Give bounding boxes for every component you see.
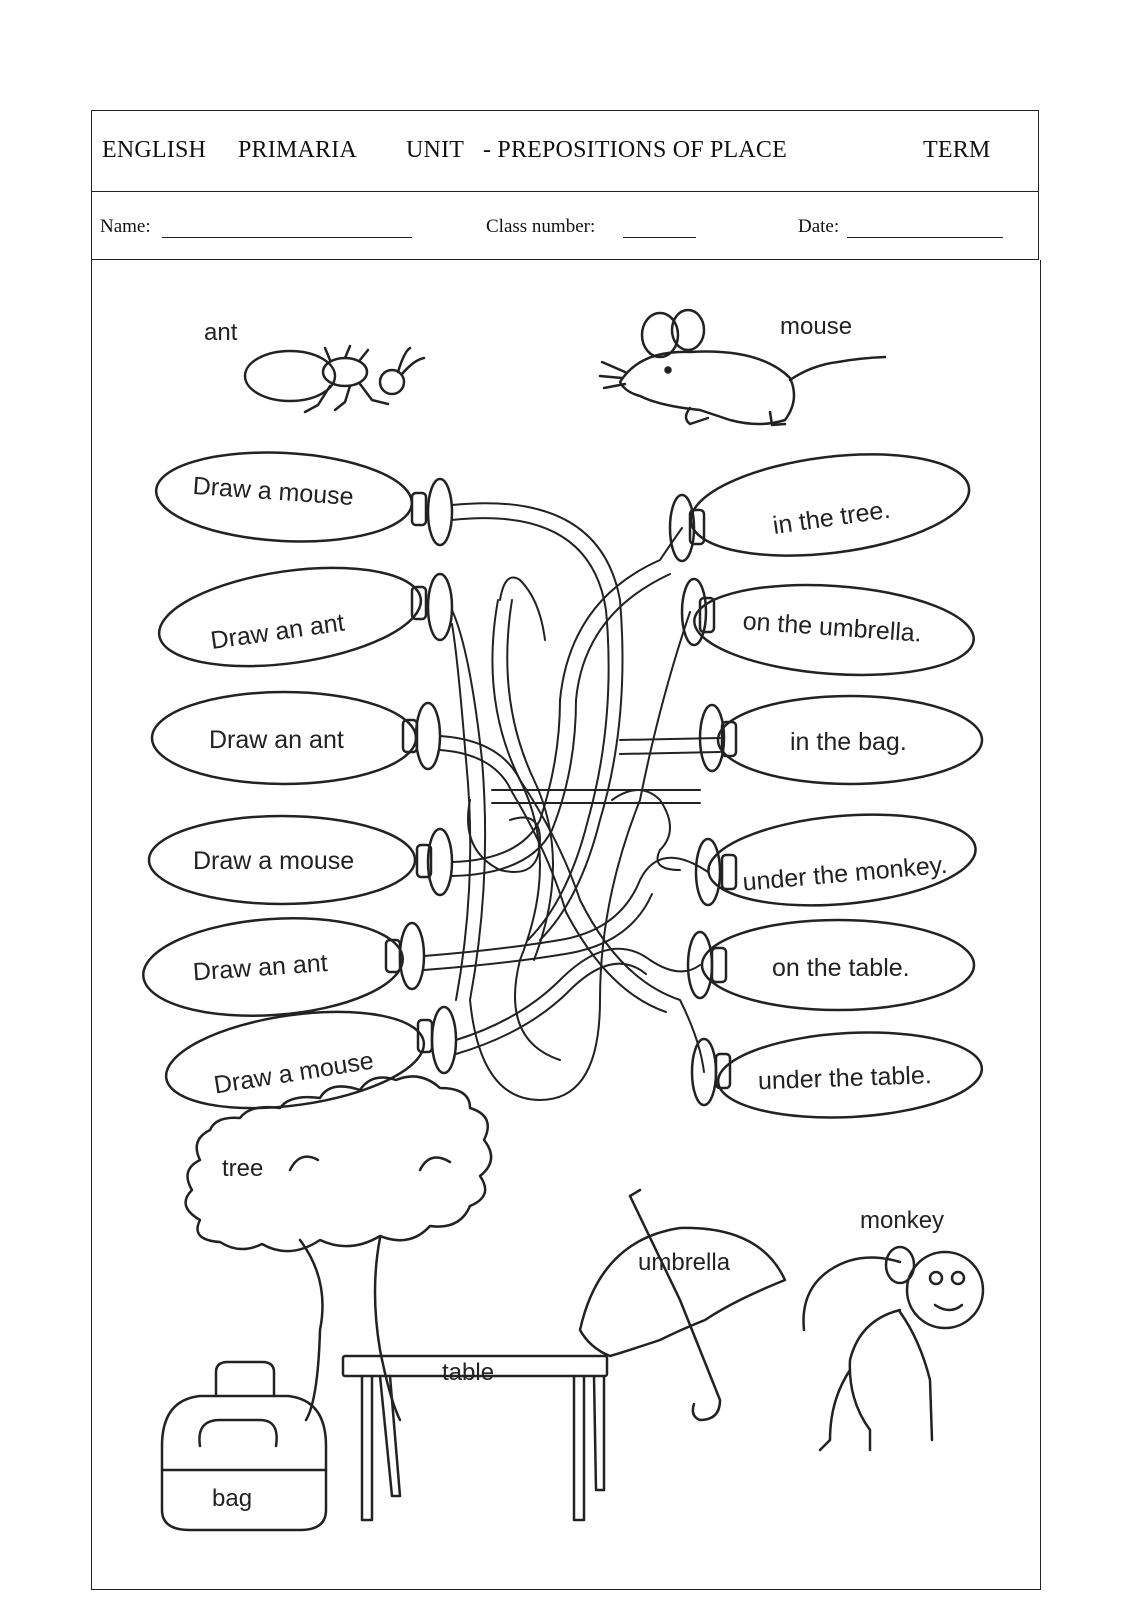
unit-label: UNIT bbox=[406, 137, 465, 163]
term-label: TERM bbox=[923, 137, 991, 163]
topic-label: - PREPOSITIONS OF PLACE bbox=[483, 137, 787, 163]
left-phrase-2: Draw an ant bbox=[208, 608, 347, 655]
mouse-label: mouse bbox=[780, 313, 853, 340]
umbrella-label: umbrella bbox=[638, 1249, 731, 1276]
monkey-drawing bbox=[804, 1247, 983, 1450]
left-phrase-1: Draw a mouse bbox=[191, 471, 355, 512]
right-phrase-2: on the umbrella. bbox=[741, 607, 923, 648]
tree-label: tree bbox=[222, 1155, 264, 1182]
left-phrase-3: Draw an ant bbox=[209, 726, 344, 754]
ant-drawing bbox=[245, 346, 424, 412]
right-phrase-5: on the table. bbox=[772, 954, 910, 982]
subject-label: ENGLISH bbox=[102, 137, 207, 163]
right-phrase-6: under the table. bbox=[757, 1061, 933, 1096]
ant-label: ant bbox=[204, 319, 238, 346]
class-number-label: Class number: bbox=[486, 216, 596, 237]
left-pill-shapes bbox=[140, 446, 456, 1122]
bag-label: bag bbox=[212, 1485, 253, 1512]
left-phrase-5: Draw an ant bbox=[192, 949, 329, 987]
table-label: table bbox=[442, 1359, 495, 1386]
name-label: Name: bbox=[100, 216, 151, 237]
date-label: Date: bbox=[798, 216, 840, 237]
umbrella-drawing bbox=[580, 1190, 785, 1420]
left-phrase-4: Draw a mouse bbox=[193, 847, 355, 875]
right-phrase-1: in the tree. bbox=[771, 495, 892, 540]
right-phrase-3: in the bag. bbox=[790, 728, 907, 756]
left-phrase-6: Draw a mouse bbox=[211, 1046, 376, 1100]
level-label: PRIMARIA bbox=[238, 137, 357, 163]
right-pill-shapes bbox=[670, 440, 984, 1124]
tangled-tubes bbox=[424, 503, 720, 1100]
right-phrase-4: under the monkey. bbox=[741, 850, 949, 897]
monkey-label: monkey bbox=[860, 1207, 945, 1234]
